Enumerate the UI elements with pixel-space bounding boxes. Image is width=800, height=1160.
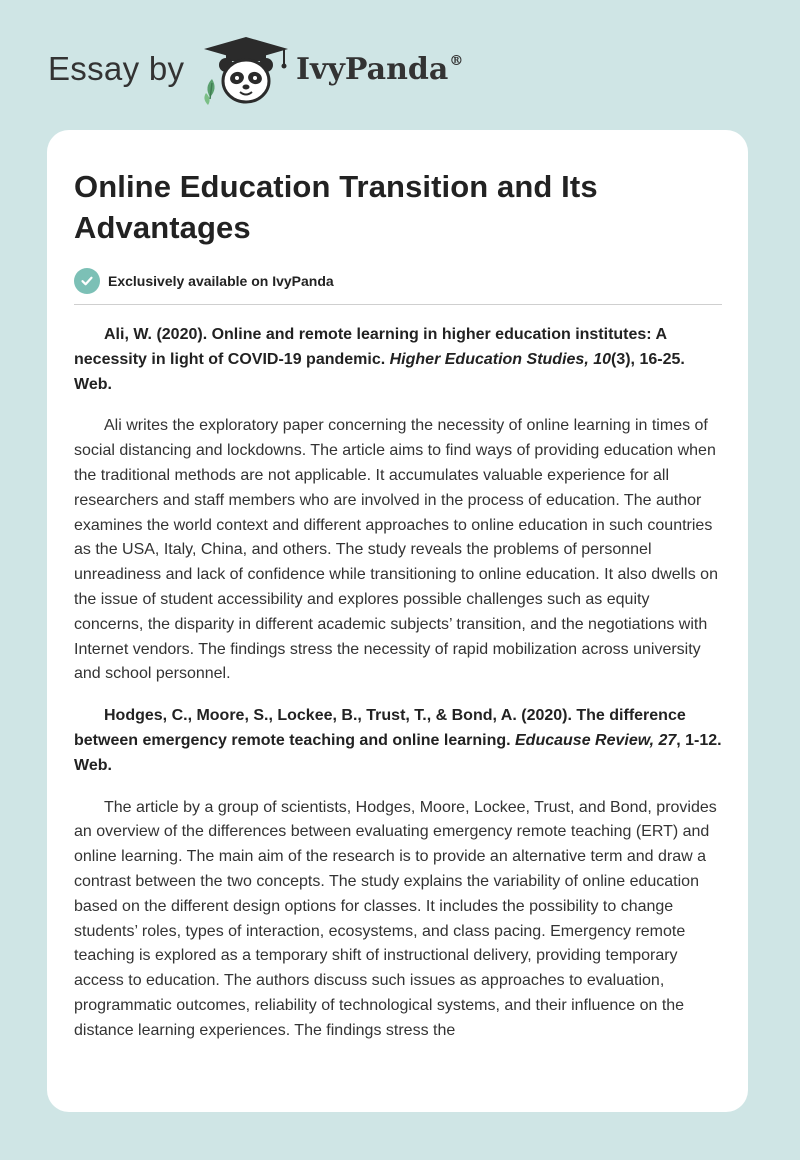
journal-volume: 27 [658, 731, 677, 749]
panda-graduate-logo-icon[interactable] [200, 35, 292, 107]
citation-text: Hodges, C., Moore, S., Lockee, B., Trust, T., & Bond, A. (2020). The difference between emergency remote teaching and online learning. [74, 707, 686, 749]
reference-summary: Ali writes the exploratory paper concerning the necessity of online learning in times of social distancing and lockdowns. The article aims to find ways of providing education when the traditional methods are not applicable. It accumulates valuable experience for all researchers and staff members who are involved in the process of education. The author examines the world context and different approaches to online education in such countries as the USA, Italy, China, and others. The study reveals the problems of personnel unreadiness and lack of confidence while transitioning to online education. It also dwells on the issue of student accessibility and explores possible challenges such as equity concerns, the disparity in different academic subjects’ transition, and the negotiations with Internet vendors. The findings stress the necessity of rapid mobilization across university and school personnel. [74, 417, 718, 683]
brand-name-text: IvyPanda [296, 52, 449, 87]
journal-name: Educause Review, [515, 731, 659, 749]
citation-pages: , 1-12. Web. [74, 731, 722, 774]
site-header [0, 0, 800, 120]
availability-badge [74, 268, 722, 294]
article-body [74, 323, 722, 1044]
citation-journal [390, 351, 611, 368]
citation-pages: (3), 16-25. Web. [74, 350, 685, 393]
citation-journal [515, 732, 676, 749]
check-icon [74, 268, 100, 294]
reference-summary: The article by a group of scientists, Hodges, Moore, Lockee, Trust, and Bond, provides an overview of the differences between evaluating emergency remote teaching (ERT) and online learning. The main aim of the research is to provide an alternative term and draw a contrast between the two concepts. The study explains the variability of online education based on the different design options for classes. It includes the possibility to change students’ roles, types of interaction, ecosystems, and class pacing. Emergency remote teaching is explored as a temporary shift of instructional delivery, providing temporary access to education. The authors discuss such issues as approaches to evaluation, programmatic outcomes, reliability of technological systems, and their influence on the distance learning experiences. The findings stress the [74, 798, 717, 1039]
citation-text: Ali, W. (2020). Online and remote learning in higher education institutes: A necessity in light of COVID-19 pandemic. [74, 326, 667, 368]
availability-text: Exclusively available on IvyPanda [108, 273, 334, 289]
journal-volume: 10 [593, 350, 611, 368]
reference-citation [74, 323, 722, 397]
essay-card [47, 130, 748, 1112]
brand-name[interactable] [296, 52, 463, 87]
divider [74, 304, 722, 305]
reference-citation [74, 704, 722, 778]
registered-mark: ® [449, 53, 464, 69]
page-title: Online Education Transition and Its Advantages [74, 169, 598, 245]
journal-name: Higher Education Studies, [389, 350, 594, 368]
brand-prefix: Essay by [48, 50, 185, 87]
